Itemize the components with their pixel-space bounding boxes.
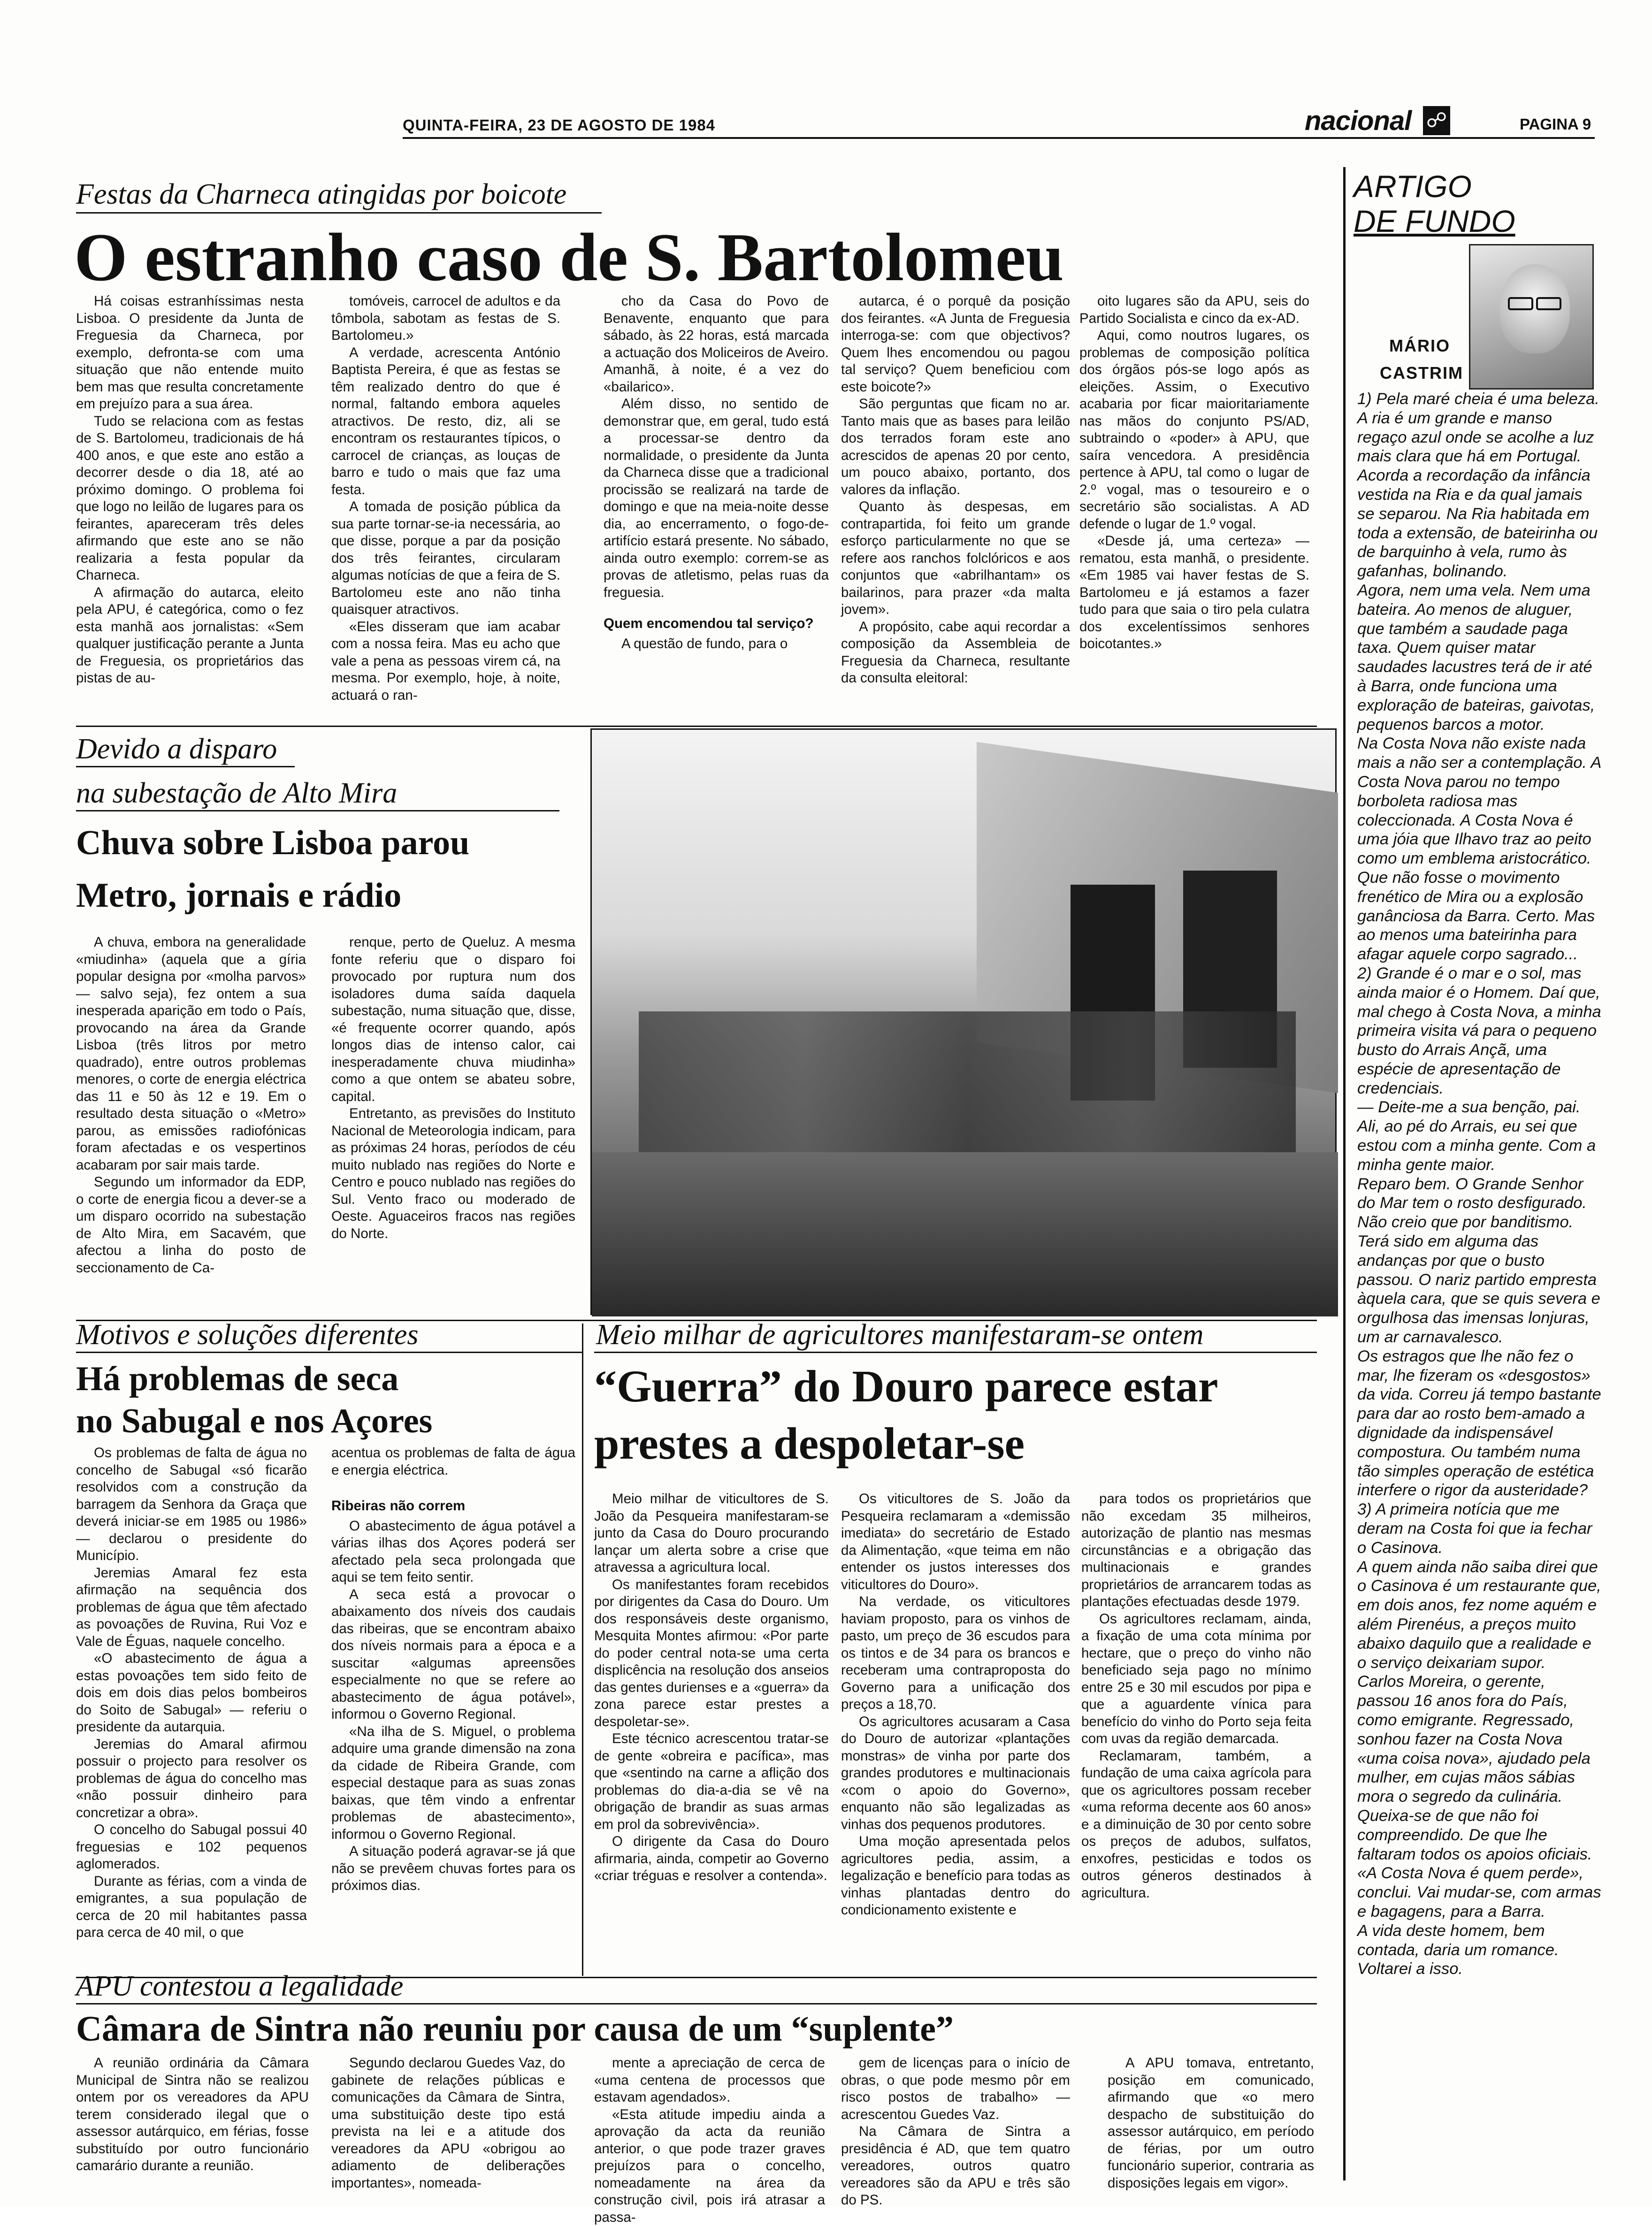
- paragraph: Reclamaram, também, a fundação de uma caixa agrícola para que os agricultores possam receber «uma reforma decente aos 60 anos» e a diminuição de 30 por cento sobre os preços de adubos, sulfatos, enxofres, pesticidas e todos os outros géneros destinados à agricultura.: [1081, 1748, 1311, 1902]
- paragraph: Aqui, como noutros lugares, os problemas de composição política dos órgãos pós-se logo após as eleições. Assim, o Executivo acabaria por ficar maioritariamente nas mãos do conjunto PS/AD, subtraindo o «poder» à APU, que saíra vencedora. A presidência pertence à APU, tal como o lugar de 2.º vogal, mas o tesoureiro e o secretário são socialistas. A AD defende o lugar de 1.º vogal.: [1079, 327, 1309, 533]
- section-name: nacional: [1305, 105, 1411, 137]
- paragraph: acentua os problemas de falta de água e energia eléctrica.: [331, 1445, 575, 1479]
- paragraph: A tomada de posição pública da sua parte tornar-se-ia necessária, ao que disse, porque a par da posição dos três feirantes, circularam algumas notícias de que a feira de S. Bartolomeu este ano não tinha quaisquer atractivos.: [331, 498, 560, 619]
- paragraph: Os agricultores acusaram a Casa do Douro de autorizar «plantações monstras» de vinha por parte dos grandes produtores e multinacionais «com o apoio do Governo», enquanto não são legalizadas as vinhas dos pequenos produtores.: [841, 1713, 1070, 1834]
- kicker-charneca: Festas da Charneca atingidas por boicote: [76, 177, 566, 211]
- paragraph: «Esta atitude impediu ainda a aprovação da acta da reunião anterior, o que pode trazer graves prejuízos para o concelho, nomeadamente na área da construção civil, pois irá atrasar a passa-: [594, 2106, 825, 2226]
- article1-col1: [76, 293, 304, 725]
- article1-col4: [841, 293, 1070, 725]
- paragraph: renque, perto de Queluz. A mesma fonte referiu que o disparo foi provocado por ruptura num dos isoladores duma saída daquela subestação, numa situação que, disse, «é frequente ocorrer quando, após longos dias de intenso calor, cai inesperadamente chuva miudinha» como a que ontem se abateu sobre, capital.: [331, 934, 575, 1105]
- headline-despoletar: prestes a despoletar-se: [594, 1417, 1025, 1470]
- article1-col5: [1079, 293, 1309, 725]
- article5-col2: [331, 2055, 565, 2205]
- editorial-label-line2: DE FUNDO: [1354, 205, 1515, 237]
- article1-col3: [604, 293, 829, 725]
- paragraph: para todos os proprietários que não excedam 35 milheiros, autorização de plantio nas mesmas circunstâncias e a obrigação das multinacionais e grandes proprietários de arrancarem todas as plantações efectuadas desde 1979.: [1081, 1491, 1311, 1611]
- paragraph: Os viticultores de S. João da Pesqueira reclamaram a «demissão imediata» do secretário de Estado da Alimentação, «que teima em não entender os justos interesses dos viticultores do Douro».: [841, 1491, 1070, 1593]
- paragraph: Os manifestantes foram recebidos por dirigentes da Casa do Douro. Um dos responsáveis deste organismo, Mesquita Montes afirmou: «Por parte do poder central nota-se uma certa displicência na resolução dos anseios das gentes durienses e a «guerra» da zona parece estar prestes a despoletar-se».: [594, 1576, 829, 1731]
- paragraph: autarca, é o porquê da posição dos feirantes. «A Junta de Freguesia interroga-se: com que objectivos? Quem lhes encomendou ou pagou tal serviço? Quem beneficiou com este boicote?»: [841, 293, 1070, 396]
- headline-metro: Metro, jornais e rádio: [76, 874, 401, 917]
- paragraph: gem de licenças para o início de obras, o que pode mesmo pôr em risco postos de trabalho» — acrescentou Guedes Vaz.: [841, 2055, 1070, 2123]
- paragraph: Durante as férias, com a vinda de emigrantes, a sua população de cerca de 20 mil habitantes passa para cerca de 40 mil, o que: [76, 1873, 307, 1942]
- paragraph: tomóveis, carrocel de adultos e da tômbola, sabotam as festas de S. Bartolomeu.»: [331, 293, 560, 344]
- paragraph: Os agricultores reclamam, ainda, a fixação de uma cota mínima por hectare, que o preço do vinho não beneficiado seja pago no mínimo entre 25 e 30 mil escudos por pipa e que a aguardente vínica para benefício do vinho do Porto seja feita com uvas da região demarcada.: [1081, 1611, 1311, 1748]
- paragraph: Acorda a recordação da infância vestida na Ria e da qual jamais se separou. Na Ria habitada em toda a extensão, de bateirinha ou de barquinho à vela, rumo às gafanhas, bolinando.: [1357, 466, 1601, 581]
- editorial-frame-left: [1343, 167, 1346, 2180]
- article3-col2: [331, 1445, 575, 1975]
- article4-col1: [594, 1491, 829, 1979]
- author-photo: [1469, 244, 1594, 390]
- paragraph: «Desde já, uma certeza» — rematou, esta manhã, o presidente. «Em 1985 vai haver festas de S. Bartolomeu e já estamos a fazer tudo para que saia o tiro pela culatra dos excelentíssimos senhores boicotantes.»: [1079, 533, 1309, 653]
- paragraph: A verdade, acrescenta António Baptista Pereira, é que as festas se têm realizado dentro do que é normal, faltando embora aqueles atractivos. De resto, diz, ali se encontram os restaurantes típicos, o carrocel de crianças, as louças de barro e tudo o mais que faz uma festa.: [331, 344, 560, 499]
- article5-col4: [841, 2055, 1070, 2205]
- header-rule: [403, 137, 1595, 139]
- kicker-apu-underline: [76, 2003, 1317, 2004]
- paragraph: oito lugares são da APU, seis do Partido Socialista e cinco da ex-AD.: [1079, 293, 1309, 327]
- paragraph: Jeremias Amaral fez esta afirmação na sequência dos problemas de água que têm afectado as povoações de Ruvina, Rui Voz e Vale de Éguas, naquele concelho.: [76, 1565, 307, 1651]
- editorial-label-line1: ARTIGO: [1354, 170, 1472, 203]
- headline-bartolomeu: O estranho caso de S. Bartolomeu: [74, 220, 1064, 295]
- kicker-agricultores: Meio milhar de agricultores manifestaram-se ontem: [596, 1318, 1203, 1352]
- paragraph: Na Câmara de Sintra a presidência é AD, que tem quatro vereadores, outros quatro vereadores são da APU e três são do PS.: [841, 2123, 1070, 2209]
- kicker-motivos-underline: [76, 1352, 583, 1353]
- article1-col2: [331, 293, 560, 725]
- article1-subhead: Quem encomendou tal serviço?: [604, 615, 829, 633]
- paragraph: São perguntas que ficam no ar. Tanto mais que as bases para leilão dos terrados foram este ano acrescidos de apenas 20 por cento, um pouco abaixo, portanto, dos valores da inflação.: [841, 396, 1070, 498]
- news-photo: [590, 728, 1337, 1315]
- paragraph: cho da Casa do Povo de Benavente, enquanto que para sábado, às 22 horas, está marcada a actuação dos Moliceiros de Aveiro. Amanhã, à noite, é a vez do «bailarico».: [604, 293, 829, 396]
- paragraph: mente a apreciação de cerca de «uma centena de processos que estavam agendados».: [594, 2055, 825, 2106]
- paragraph: Este técnico acrescentou tratar-se de gente «obreira e pacífica», mas que «sentindo na carne a aflição dos problemas do dia-a-dia se vê na obrigação de brandir as suas armas em prol da sobrevivência».: [594, 1730, 829, 1833]
- author-name-line2: CASTRIM: [1380, 363, 1463, 383]
- paragraph: Agora, nem uma vela. Nem uma bateira. Ao menos de aluguer, que também a saudade paga taxa. Quem quiser matar saudades lacustres terá de ir até à Barra, onde funciona uma exploração de bateiras, gaivotas, pequenos barcos a motor.: [1357, 581, 1601, 734]
- paragraph: A chuva, embora na generalidade «miudinha» (aquela que a gíria popular designa por «molha parvos» — salvo seja), fez ontem a sua inesperada aparição em todo o País, provocando na área da Grande Lisboa (três litros por metro quadrado), entre outros problemas menores, o corte de energia eléctrica das 11 e 50 às 12 e 19. Em o resultado desta situação o «Metro» parou, as emissões radiofónicas foram afectadas e os vespertinos acabaram por sair mais tarde.: [76, 934, 306, 1174]
- paragraph: Reparo bem. O Grande Senhor do Mar tem o rosto desfigurado. Não creio que por banditismo. Terá sido em alguma das andanças por que o busto passou. O nariz partido empresta àquela cara, que se quis severa e orgulhosa das imensas lonjuras, um ar carnavalesco.: [1357, 1175, 1601, 1347]
- paragraph: Uma moção apresentada pelos agricultores pedia, assim, a legalização e benefício para todas as vinhas plantadas dentro do condicionamento existente e: [841, 1833, 1070, 1919]
- kicker-disparo: Devido a disparo: [76, 732, 277, 766]
- divider-under-article1: [76, 726, 1317, 727]
- article4-col2: [841, 1491, 1070, 1979]
- kicker-alto-mira: na subestação de Alto Mira: [76, 776, 397, 810]
- kicker-apu: APU contestou a legalidade: [76, 1969, 403, 2003]
- paragraph: Meio milhar de viticultores de S. João da Pesqueira manifestaram-se junto da Casa do Douro procurando lançar um alerta sobre a crise que atravessa a agricultura local.: [594, 1491, 829, 1576]
- article4-col3: [1081, 1491, 1311, 1979]
- author-name-line1: MÁRIO: [1389, 336, 1450, 356]
- article2-col2: [331, 934, 575, 1319]
- paragraph: Segundo um informador da EDP, o corte de energia ficou a dever-se a um disparo ocorrido na subestação de Alto Mira, em Sacavém, que afectou a linha do posto de seccionamento de Ca-: [76, 1174, 306, 1277]
- article2-col1: [76, 934, 306, 1319]
- paragraph: O dirigente da Casa do Douro afirmaria, ainda, competir ao Governo «criar tréguas e resolver a contenda».: [594, 1833, 829, 1885]
- paragraph: Os estragos que lhe não fez o mar, lhe fizeram os «desgostos» da vida. Correu já tempo bastante para dar ao rosto bem-amado a dignidade da indispensável compostura. Ou também numa tão simples operação de estética interfere o rigor da austeridade?: [1357, 1347, 1601, 1500]
- paragraph: O abastecimento de água potável a várias ilhas dos Açores poderá ser afectado pela seca prolongada que aqui se tem feito sentir.: [331, 1518, 575, 1586]
- paragraph: Os problemas de falta de água no concelho de Sabugal «só ficarão resolvidos com a construção da barragem da Senhora da Graça que deverá iniciar-se em 1985 ou 1986» — declarou o presidente do Município.: [76, 1445, 307, 1565]
- headline-chuva: Chuva sobre Lisboa parou: [76, 821, 469, 864]
- page-number: PAGINA 9: [1520, 115, 1591, 133]
- divider-vertical-mid: [582, 1323, 583, 1976]
- paragraph: Na Costa Nova não existe nada mais a não ser a contemplação. A Costa Nova parou no tempo borboleta radiosa mas coleccionada. A Costa Nova é uma jóia que Ilhavo traz ao peito como um emblema aristocrático.: [1357, 734, 1601, 868]
- paragraph: Carlos Moreira, o gerente, passou 16 anos fora do País, como emigrante. Regressado, sonhou fazer na Costa Nova «uma coisa nova», ajudado pela mulher, em cujas mãos sábias mora o segredo da culinária.: [1357, 1672, 1601, 1806]
- paragraph: Tudo se relaciona com as festas de S. Bartolomeu, tradicionais de há 400 anos, e que este ano estão a decorrer desde o dia 18, até ao próximo domingo. O problema foi que logo no leilão de lugares para os feirantes, apareceram três deles afirmando que este ano se não realizaria a festa popular da Charneca.: [76, 413, 304, 584]
- paragraph: Jeremias do Amaral afirmou possuir o projecto para resolver os problemas de água do concelho mas «não possuir dinheiro para concretizar a obra».: [76, 1736, 307, 1822]
- paragraph: A seca está a provocar o abaixamento dos níveis dos caudais das ribeiras, que se encontram abaixo dos níveis normais para a época e a suscitar «algumas apreensões especialmente no que se refere ao abastecimento de água potável», informou o Governo Regional.: [331, 1586, 575, 1723]
- headline-seca: Há problemas de seca: [76, 1358, 398, 1400]
- article3-subhead: Ribeiras não correm: [331, 1498, 575, 1515]
- kicker-alto-mira-underline: [76, 810, 559, 811]
- headline-sabugal: no Sabugal e nos Açores: [76, 1400, 432, 1442]
- paragraph: A APU tomava, entretanto, posição em comunicado, afirmando que «o mero despacho de substituição do assessor autárquico, em período de férias, por um outro funcionário superior, contraria as disposições legais em vigor».: [1108, 2055, 1314, 2192]
- paragraph: A propósito, cabe aqui recordar a composição da Assembleia de Freguesia da Charneca, resultante da consulta eleitoral:: [841, 619, 1070, 687]
- paragraph: Entretanto, as previsões do Instituto Nacional de Meteorologia indicam, para as próximas 24 horas, períodos de céu muito nublado nas regiões do Norte e Centro e pouco nublado nas regiões do Sul. Vento fraco ou moderado de Oeste. Aguaceiros fracos nas regiões do Norte.: [331, 1105, 575, 1242]
- paragraph: A questão de fundo, para o: [604, 635, 829, 653]
- paragraph: O concelho do Sabugal possui 40 freguesias e 102 pequenos aglomerados.: [76, 1821, 307, 1873]
- kicker-motivos: Motivos e soluções diferentes: [76, 1318, 418, 1352]
- page-date: QUINTA-FEIRA, 23 DE AGOSTO DE 1984: [403, 116, 715, 134]
- kicker-disparo-underline: [76, 766, 295, 767]
- paragraph: Há coisas estranhíssimas nesta Lisboa. O presidente da Junta de Freguesia da Charneca, por exemplo, defronta-se com uma situação que não entende muito bem mas que resulta concretamente em prejuízo para a sua área.: [76, 293, 304, 413]
- paragraph: 3) A primeira notícia que me deram na Costa foi que ia fechar o Casinova.: [1357, 1500, 1601, 1557]
- paragraph: 1) Pela maré cheia é uma beleza. A ria é um grande e manso regaço azul onde se acolhe a luz mais clara que há em Portugal.: [1357, 390, 1601, 466]
- paragraph: Quanto às despesas, em contrapartida, foi feito um grande esforço particularmente no que se refere aos ranchos folclóricos e aos conjuntos que «abrilhantam» os bailarinos, para prazer «da malta jovem».: [841, 498, 1070, 619]
- paragraph: «Na ilha de S. Miguel, o problema adquire uma grande dimensão na zona da cidade de Ribeira Grande, com especial destaque para as suas zonas baixas, que têm vindo a enfrentar problemas de abastecimento», informou o Governo Regional.: [331, 1723, 575, 1844]
- kicker-agricultores-underline: [594, 1352, 1317, 1353]
- headline-guerra-douro: “Guerra” do Douro parece estar: [594, 1360, 1218, 1413]
- article5-col1: [76, 2055, 309, 2205]
- paragraph: «Eles disseram que iam acabar com a nossa feira. Mas eu acho que vale a pena as pessoas virem cá, na mesma. Por exemplo, hoje, à noite, actuará o ran-: [331, 619, 560, 704]
- article5-col5: [1108, 2055, 1314, 2205]
- article3-col1: [76, 1445, 307, 1975]
- kicker-underline: [76, 212, 602, 214]
- paragraph: Além disso, no sentido de demonstrar que, em geral, tudo está a processar-se dentro da normalidade, o presidente da Junta da Charneca disse que a tradicional procissão se realizará na tarde de domingo e que na meia-noite desse dia, ao encerramento, o fogo-de-artifício estará presente. No sábado, ainda outro exemplo: correm-se as provas de atletismo, pelas ruas da freguesia.: [604, 396, 829, 601]
- paragraph: — Deite-me a sua benção, pai.: [1357, 1098, 1601, 1117]
- paragraph: Que não fosse o movimento frenético de Mira ou a explosão ganânciosa da Barra. Certo. Mas ao menos uma bateirinha para afagar aquele corpo sagrado...: [1357, 868, 1601, 964]
- paragraph: Na verdade, os viticultores haviam proposto, para os vinhos de pasto, um preço de 36 escudos para os tintos e de 34 para os brancos e receberam uma contraproposta do Governo para a unificação dos preços a 18,70.: [841, 1593, 1070, 1713]
- paragraph: A situação poderá agravar-se já que não se prevêem chuvas fortes para os próximos dias.: [331, 1843, 575, 1895]
- headline-sintra: Câmara de Sintra não reuniu por causa de um “suplente”: [76, 2008, 954, 2050]
- paragraph: A quem ainda não saiba direi que o Casinova é um restaurante que, em dois anos, fez nome aquém e além Pirenéus, a preços muito abaixo daquilo que a realidade e o serviço deixariam supor.: [1357, 1558, 1601, 1673]
- paragraph: A vida deste homem, bem contada, daria um romance. Voltarei a isso.: [1357, 1921, 1601, 1979]
- paragraph: Queixa-se de que não foi compreendido. De que lhe faltaram todos os apoios oficiais. «A Costa Nova é quem perde», conclui. Vai mudar-se, com armas e bagagens, para a Barra.: [1357, 1806, 1601, 1921]
- paragraph: A reunião ordinária da Câmara Municipal de Sintra não se realizou ontem por os vereadores da APU terem considerado ilegal que o assessor autárquico, em férias, fosse substituído por outro funcionário camarário durante a reunião.: [76, 2055, 309, 2175]
- editorial-text: [1357, 390, 1601, 2196]
- paragraph: A afirmação do autarca, eleito pela APU, é categórica, como o fez esta manhã aos jornalistas: «Sem qualquer justificação perante a Junta de Freguesia, os proprietários das pistas de au-: [76, 584, 304, 687]
- paragraph: Segundo declarou Guedes Vaz, do gabinete de relações públicas e comunicações da Câmara de Sintra, uma substituição deste tipo está prevista na lei e a atitude dos vereadores da APU «obrigou ao adiamento de deliberações importantes», nomeada-: [331, 2055, 565, 2192]
- section-logo-icon: ☍: [1423, 106, 1450, 135]
- paragraph: «O abastecimento de água a estas povoações tem sido feito de dois em dois dias pelos bombeiros do Soito de Sabugal» — referiu o presidente da autarquia.: [76, 1650, 307, 1736]
- paragraph: 2) Grande é o mar e o sol, mas ainda maior é o Homem. Daí que, mal chego à Costa Nova, a minha primeira visita vá para o pequeno busto do Arrais Ançã, uma espécie de apresentação de credenciais.: [1357, 964, 1601, 1098]
- article5-col3: [594, 2055, 825, 2205]
- paragraph: Ali, ao pé do Arrais, eu sei que estou com a minha gente. Com a minha gente maior.: [1357, 1117, 1601, 1174]
